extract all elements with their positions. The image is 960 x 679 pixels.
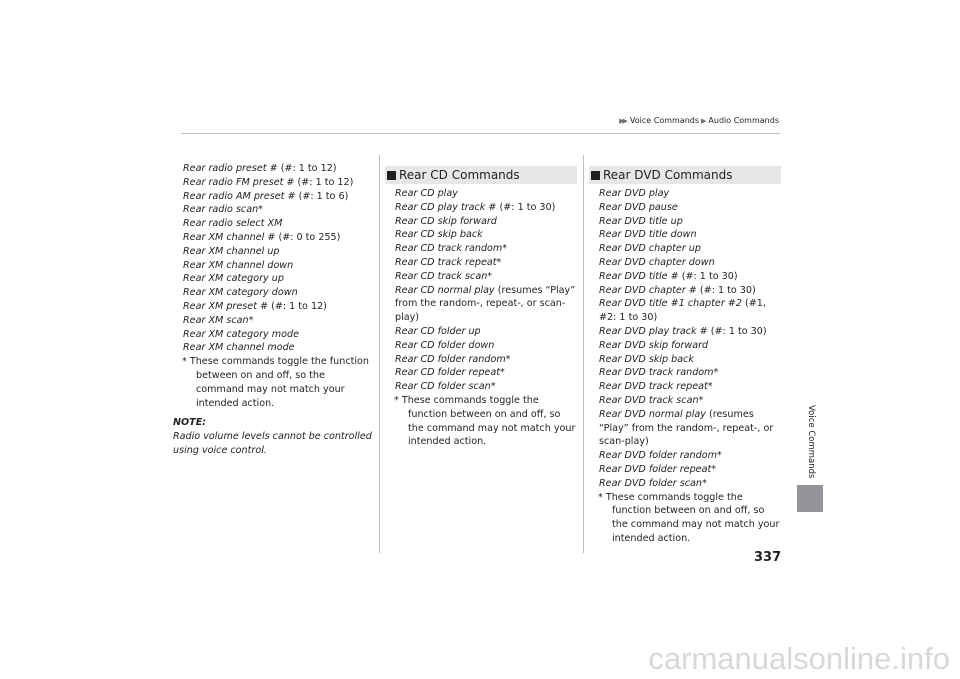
breadcrumb bbox=[619, 116, 779, 125]
side-tab-marker bbox=[797, 485, 823, 512]
command-item bbox=[589, 463, 781, 477]
command-phrase: Rear XM preset # bbox=[183, 300, 269, 312]
page-number: 337 bbox=[754, 550, 782, 565]
section-heading bbox=[589, 166, 781, 184]
command-item bbox=[385, 242, 577, 256]
cd-command-list bbox=[385, 187, 577, 394]
command-item bbox=[173, 203, 373, 217]
command-phrase: Rear XM category mode bbox=[183, 328, 299, 340]
command-item bbox=[173, 176, 373, 190]
breadcrumb-arrow-icon: ▶▶ bbox=[619, 116, 626, 125]
command-phrase: Rear DVD folder random* bbox=[599, 450, 722, 462]
command-item bbox=[589, 408, 781, 449]
command-item bbox=[589, 477, 781, 491]
command-note: (#1, #2: 1 to 30) bbox=[599, 298, 766, 324]
command-phrase: Rear DVD title down bbox=[599, 229, 697, 241]
command-phrase: Rear DVD normal play bbox=[599, 408, 706, 420]
command-item bbox=[589, 366, 781, 380]
note-title: NOTE: bbox=[173, 417, 207, 429]
command-phrase: Rear DVD pause bbox=[599, 201, 678, 213]
command-note: (resumes “Play” from the random-, repeat-, or scan-play) bbox=[599, 408, 774, 448]
command-phrase: Rear XM channel up bbox=[183, 245, 280, 257]
command-item bbox=[173, 259, 373, 273]
right-column bbox=[589, 166, 781, 546]
command-phrase: Rear DVD skip forward bbox=[599, 339, 709, 351]
command-phrase: Rear DVD track random* bbox=[599, 367, 719, 379]
command-phrase: Rear XM scan* bbox=[183, 314, 254, 326]
command-note: (#: 1 to 12) bbox=[294, 176, 354, 188]
command-phrase: Rear DVD track scan* bbox=[599, 394, 704, 406]
command-item bbox=[173, 190, 373, 204]
command-item bbox=[589, 449, 781, 463]
radio-command-list bbox=[173, 162, 373, 355]
command-item bbox=[173, 231, 373, 245]
command-phrase: Rear CD folder random* bbox=[395, 353, 511, 365]
note-text: Radio volume levels cannot be controlled using voice control. bbox=[173, 431, 372, 456]
command-phrase: Rear CD track repeat* bbox=[395, 256, 502, 268]
command-item bbox=[589, 284, 781, 298]
command-item bbox=[385, 366, 577, 380]
command-item bbox=[173, 217, 373, 231]
command-note: (#: 1 to 12) bbox=[277, 163, 337, 174]
command-phrase: Rear CD skip forward bbox=[395, 215, 497, 227]
command-phrase: Rear DVD track repeat* bbox=[599, 381, 713, 393]
command-item bbox=[173, 162, 373, 176]
command-phrase: Rear XM category down bbox=[183, 287, 298, 299]
command-item bbox=[589, 270, 781, 284]
command-phrase: Rear XM channel mode bbox=[183, 342, 295, 354]
command-note: (resumes “Play” from the random-, repeat-, or scan-play) bbox=[395, 284, 576, 324]
command-phrase: Rear radio preset # bbox=[183, 163, 278, 174]
command-item bbox=[385, 325, 577, 339]
command-note: (#: 1 to 30) bbox=[707, 325, 767, 337]
command-phrase: Rear CD skip back bbox=[395, 229, 483, 241]
footnote: * These commands toggle the function between on and off, so the command may not match your intended action. bbox=[394, 394, 576, 448]
command-note: (#: 1 to 12) bbox=[268, 300, 327, 312]
command-note: (#: 0 to 255) bbox=[275, 231, 341, 243]
command-item bbox=[385, 353, 577, 367]
command-item bbox=[589, 380, 781, 394]
command-phrase: Rear DVD chapter up bbox=[599, 243, 701, 255]
command-phrase: Rear CD track random* bbox=[395, 243, 508, 255]
command-item bbox=[589, 201, 781, 215]
command-phrase: Rear DVD title up bbox=[599, 215, 683, 227]
command-item bbox=[385, 201, 577, 215]
command-item bbox=[589, 256, 781, 270]
section-title-rear-dvd: Rear DVD Commands bbox=[603, 168, 733, 182]
square-bullet-icon bbox=[387, 171, 396, 180]
section-title-rear-cd: Rear CD Commands bbox=[399, 168, 520, 182]
breadcrumb-item-voice-commands[interactable]: Voice Commands bbox=[629, 116, 700, 125]
command-item bbox=[385, 270, 577, 284]
command-item bbox=[589, 297, 781, 325]
command-item bbox=[385, 228, 577, 242]
command-item bbox=[589, 394, 781, 408]
left-column bbox=[173, 162, 373, 458]
command-note: (#: 1 to 30) bbox=[678, 270, 738, 282]
command-phrase: Rear DVD title # bbox=[599, 270, 679, 282]
column-divider bbox=[583, 155, 584, 553]
breadcrumb-arrow-icon: ▶ bbox=[701, 116, 705, 125]
command-item bbox=[173, 300, 373, 314]
command-phrase: Rear radio select XM bbox=[183, 218, 283, 230]
command-item bbox=[385, 215, 577, 229]
command-phrase: Rear radio AM preset # bbox=[183, 190, 296, 202]
footnote: * These commands toggle the function between on and off, so the command may not match your intended action. bbox=[598, 491, 780, 544]
command-item bbox=[589, 339, 781, 353]
command-item bbox=[589, 215, 781, 229]
footnote: * These commands toggle the function between on and off, so the command may not match your intended action. bbox=[182, 356, 369, 409]
command-phrase: Rear DVD play track # bbox=[599, 325, 708, 337]
command-note: (#: 1 to 30) bbox=[496, 201, 556, 213]
command-note: (#: 1 to 30) bbox=[696, 284, 756, 296]
command-item bbox=[173, 314, 373, 328]
command-phrase: Rear CD folder down bbox=[395, 339, 495, 351]
command-phrase: Rear CD folder up bbox=[395, 325, 481, 337]
command-item bbox=[385, 380, 577, 394]
command-item bbox=[589, 353, 781, 367]
command-phrase: Rear radio FM preset # bbox=[183, 176, 295, 188]
command-item bbox=[173, 245, 373, 259]
section-heading bbox=[385, 166, 577, 184]
command-item bbox=[173, 286, 373, 300]
command-phrase: Rear DVD skip back bbox=[599, 353, 694, 365]
square-bullet-icon bbox=[591, 171, 600, 180]
column-divider bbox=[379, 155, 380, 553]
command-item bbox=[385, 187, 577, 201]
command-phrase: Rear CD normal play bbox=[395, 284, 495, 296]
command-phrase: Rear XM category up bbox=[183, 273, 284, 285]
command-item bbox=[385, 256, 577, 270]
dvd-command-list bbox=[589, 187, 781, 491]
command-item bbox=[589, 325, 781, 339]
middle-column bbox=[385, 166, 577, 449]
command-phrase: Rear CD folder scan* bbox=[395, 381, 496, 393]
command-phrase: Rear XM channel # bbox=[183, 231, 276, 243]
command-phrase: Rear DVD folder repeat* bbox=[599, 463, 717, 475]
watermark: carmanualsonline.info bbox=[648, 641, 950, 676]
command-phrase: Rear CD track scan* bbox=[395, 270, 493, 282]
side-tab-label: Voice Commands bbox=[806, 405, 816, 479]
command-note: (#: 1 to 6) bbox=[295, 190, 349, 202]
command-phrase: Rear CD folder repeat* bbox=[395, 367, 505, 379]
command-item bbox=[589, 187, 781, 201]
command-item bbox=[385, 284, 577, 325]
command-item bbox=[385, 339, 577, 353]
command-phrase: Rear radio scan* bbox=[183, 204, 263, 216]
command-phrase: Rear DVD play bbox=[599, 188, 670, 199]
command-phrase: Rear DVD folder scan* bbox=[599, 477, 707, 489]
command-item bbox=[589, 228, 781, 242]
command-item bbox=[589, 242, 781, 256]
command-phrase: Rear DVD chapter down bbox=[599, 256, 715, 268]
breadcrumb-item-audio-commands[interactable]: Audio Commands bbox=[708, 116, 779, 125]
command-item bbox=[173, 341, 373, 355]
header-divider bbox=[181, 133, 780, 134]
command-item bbox=[173, 328, 373, 342]
command-phrase: Rear CD play track # bbox=[395, 201, 497, 213]
command-item bbox=[173, 272, 373, 286]
command-phrase: Rear DVD title #1 chapter #2 bbox=[599, 298, 742, 310]
command-phrase: Rear DVD chapter # bbox=[599, 284, 697, 296]
command-phrase: Rear XM channel down bbox=[183, 259, 294, 271]
command-phrase: Rear CD play bbox=[395, 188, 458, 199]
